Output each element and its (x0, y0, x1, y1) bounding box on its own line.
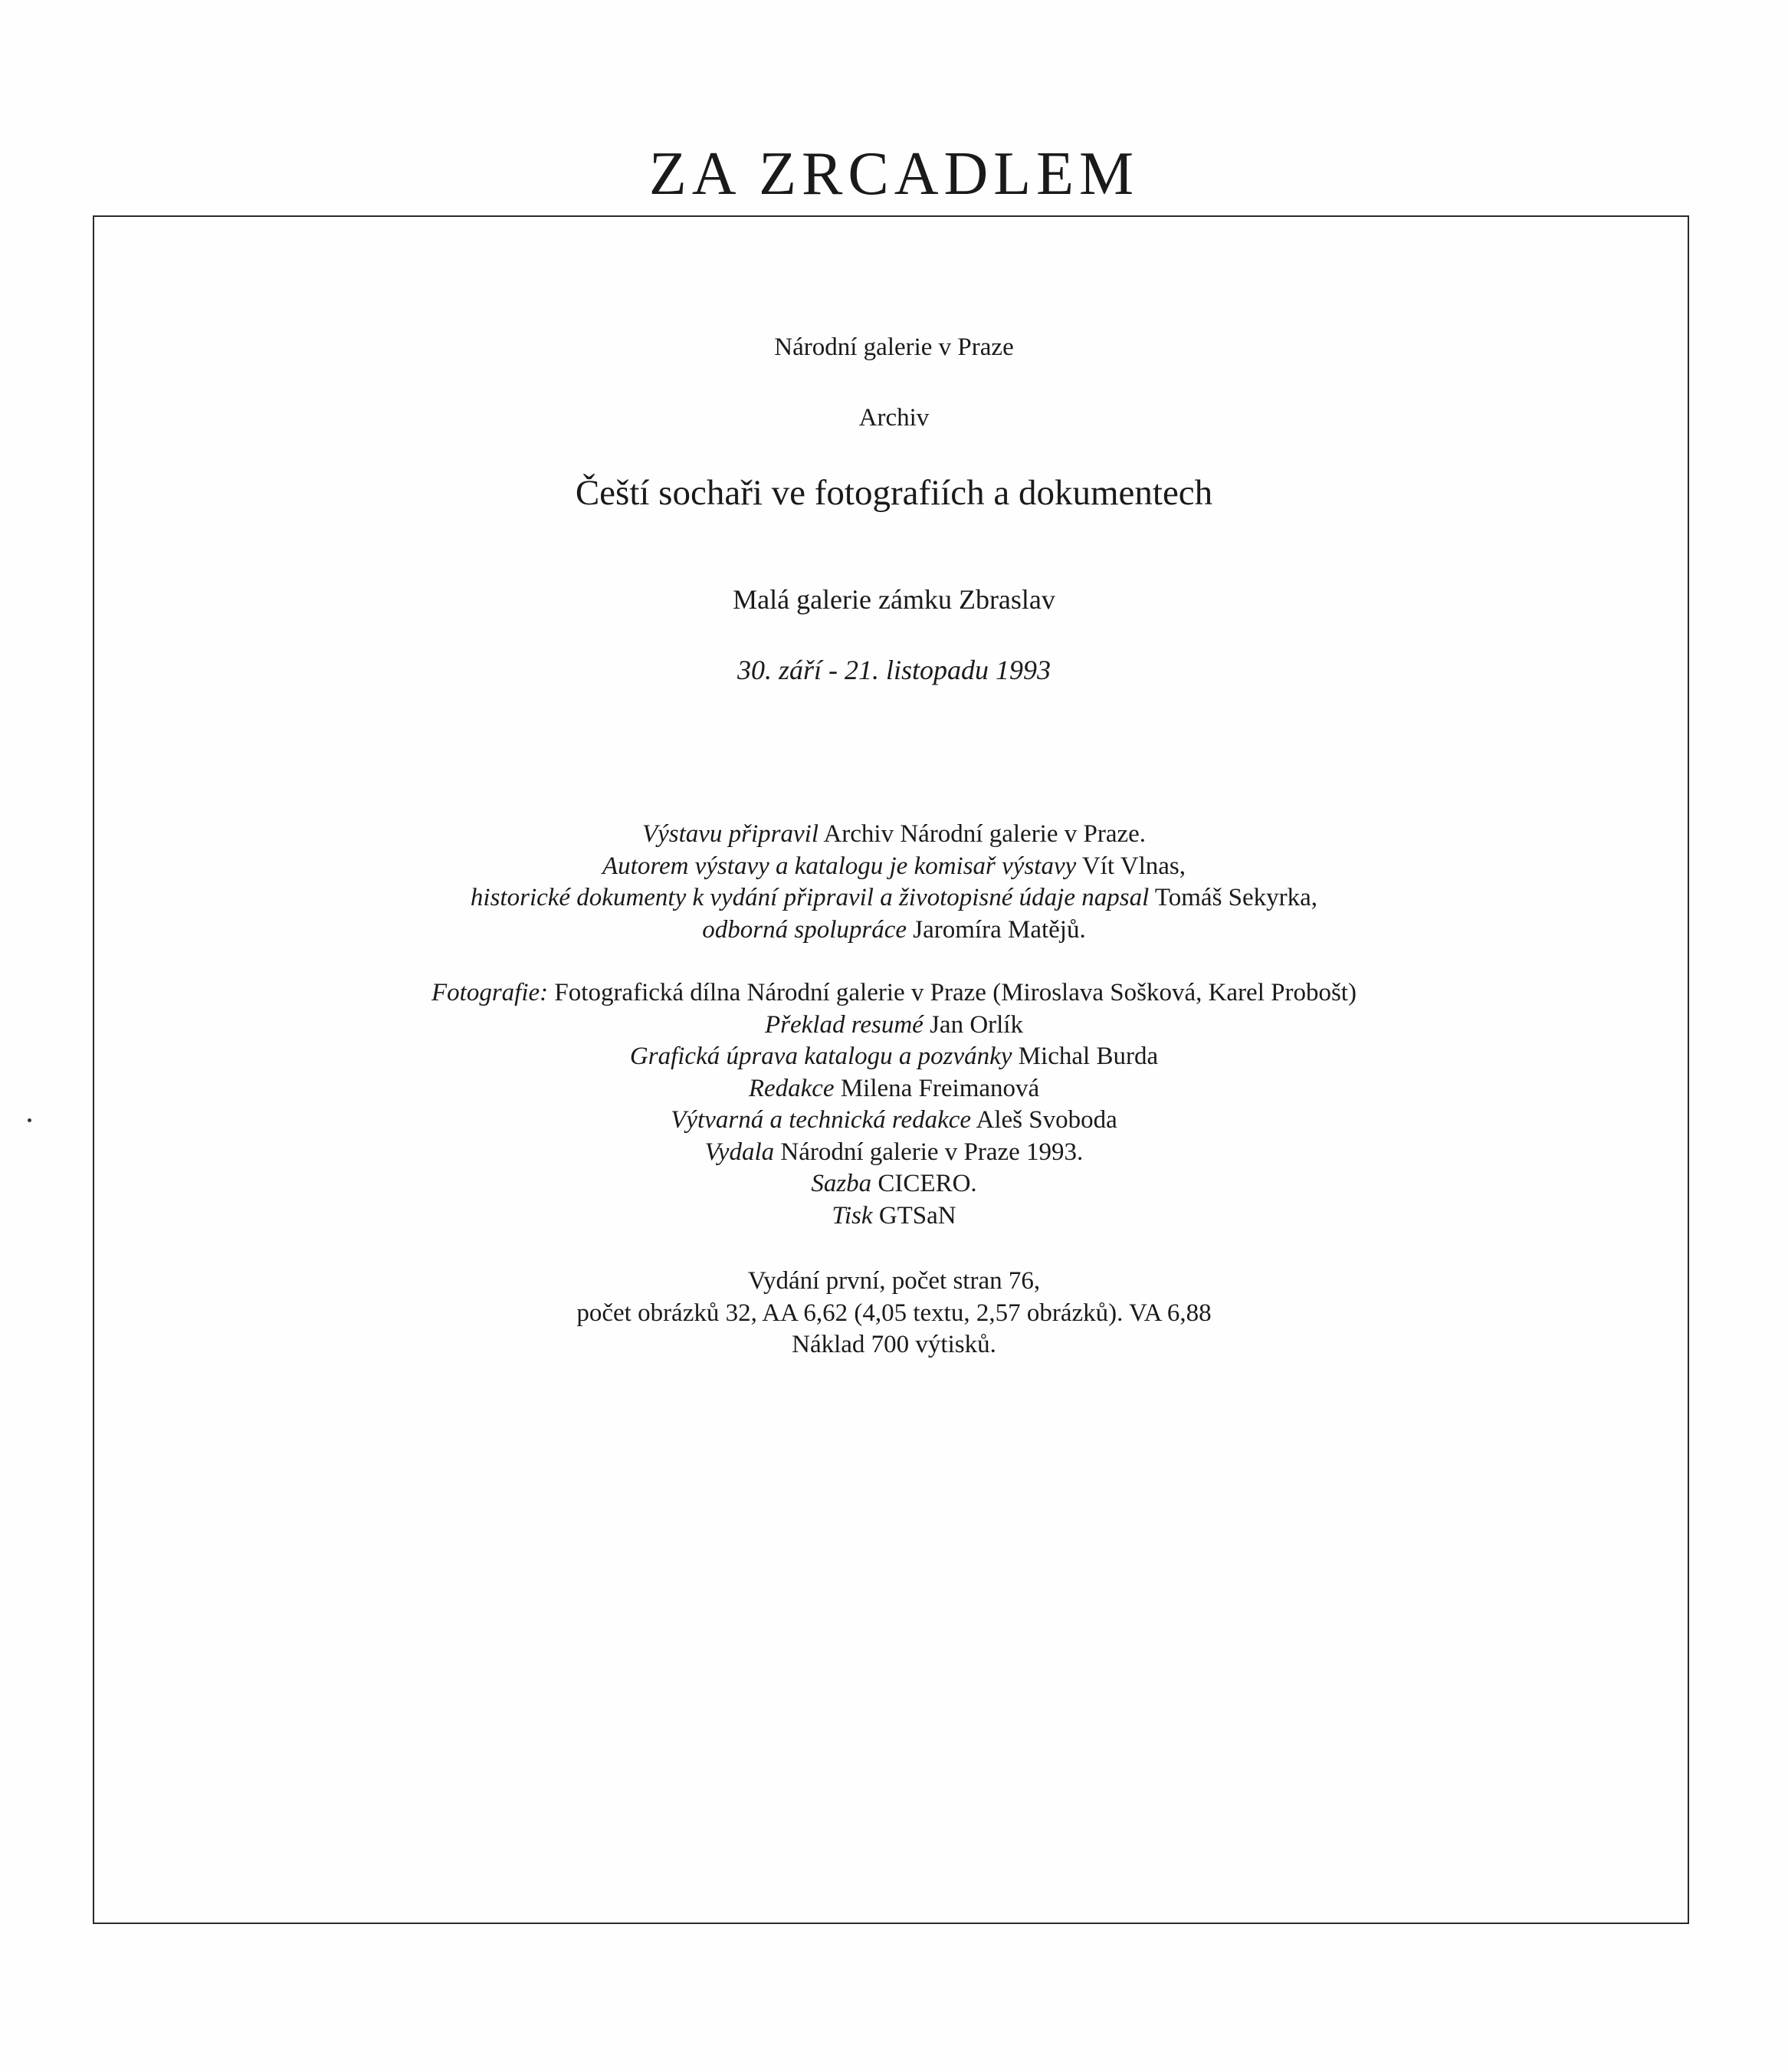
production-value: Milena Freimanová (840, 1075, 1040, 1102)
production-label: Tisk (832, 1202, 873, 1230)
production-label: Sazba (811, 1170, 872, 1197)
production-line (0, 1009, 1788, 1041)
credit-value: Tomáš Sekyrka, (1154, 884, 1318, 911)
production-label: Redakce (748, 1075, 835, 1102)
production-value: Fotografická dílna Národní galerie v Praze (Miroslava Sošková, Karel Probošt) (554, 979, 1357, 1006)
credit-value: Jaromíra Matějů. (913, 916, 1086, 944)
production-line (0, 1104, 1788, 1136)
production-value: Národní galerie v Praze 1993. (780, 1138, 1084, 1166)
production-line (0, 1200, 1788, 1232)
credit-label: Výstavu připravil (641, 820, 819, 848)
credit-label: Autorem výstavy a katalogu je komisař výstavy (602, 852, 1077, 880)
page-title: ZA ZRCADLEM (648, 140, 1140, 208)
production-value: Aleš Svoboda (976, 1106, 1117, 1134)
exhibition-title: Čeští sochaři ve fotografiích a dokumentech (575, 473, 1213, 513)
edition-line: počet obrázků 32, AA 6,62 (4,05 textu, 2,57 obrázků). VA 6,88 (576, 1299, 1212, 1327)
production-label: Vydala (704, 1138, 775, 1166)
production-value: Jan Orlík (930, 1011, 1023, 1039)
credit-label: historické dokumenty k vydání připravil a životopisné údaje napsal (470, 884, 1150, 911)
production-label: Překlad resumé (765, 1011, 924, 1039)
production-label: Fotografie: (431, 979, 549, 1006)
credit-value: Vít Vlnas, (1081, 852, 1186, 880)
credit-value: Archiv Národní galerie v Praze. (823, 820, 1147, 848)
credit-line (0, 850, 1788, 882)
institution-name: Národní galerie v Praze (774, 333, 1014, 361)
credit-label: odborná spolupráce (702, 916, 907, 944)
exhibition-dates: 30. září - 21. listopadu 1993 (737, 655, 1051, 685)
production-line (0, 1040, 1788, 1072)
exhibition-venue: Malá galerie zámku Zbraslav (733, 584, 1055, 615)
credit-line (0, 914, 1788, 946)
production-value: Michal Burda (1018, 1043, 1159, 1070)
production-label: Grafická úprava katalogu a pozvánky (629, 1043, 1012, 1070)
production-value: CICERO. (878, 1170, 977, 1197)
production-line (0, 977, 1788, 1009)
credit-line (0, 818, 1788, 850)
edition-line: Vydání první, počet stran 76, (747, 1267, 1041, 1295)
production-label: Výtvarná a technická redakce (671, 1106, 972, 1134)
ink-speck (28, 1118, 31, 1122)
production-line (0, 1072, 1788, 1105)
department-name: Archiv (858, 404, 930, 432)
production-line (0, 1167, 1788, 1200)
production-line (0, 1136, 1788, 1168)
edition-line: Náklad 700 výtisků. (792, 1331, 996, 1358)
production-value: GTSaN (878, 1202, 956, 1230)
credit-line (0, 882, 1788, 914)
